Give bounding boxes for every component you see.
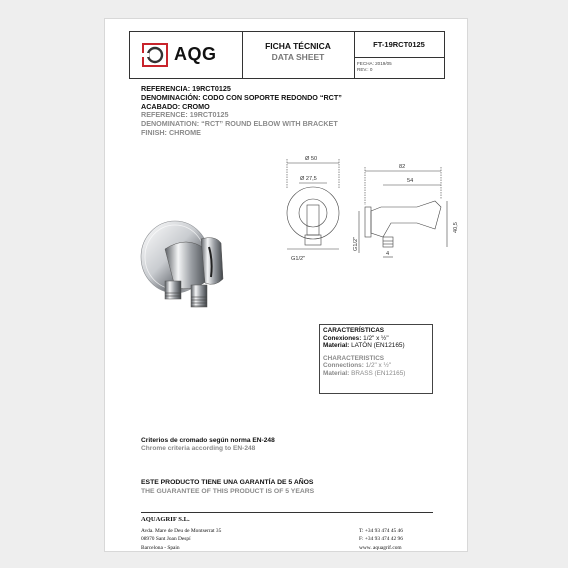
dim-thread-side: G1/2" [353, 236, 359, 251]
aqg-logo-icon [142, 43, 168, 67]
guarantee-note [141, 479, 314, 496]
data-sheet-page [104, 18, 468, 552]
dim-width-54: 54 [407, 178, 414, 184]
dim-width-82: 82 [399, 164, 406, 170]
address-line-1: Avda. Mare de Deu de Montserrat 35 [141, 528, 222, 534]
product-specs [141, 85, 342, 138]
material-label-es: Material: [323, 342, 350, 350]
technical-drawing [283, 149, 459, 281]
characteristics-title-en: CHARACTERISTICS [323, 354, 385, 362]
title-en: DATA SHEET [271, 52, 325, 62]
title-es: FICHA TÉCNICA [265, 41, 331, 51]
spec-finish-es: ACABADO: CROMO [141, 101, 210, 111]
spec-reference-en: REFERENCE: 19RCT0125 [141, 110, 229, 120]
spec-finish-en: FINISH: CHROME [141, 127, 201, 137]
material-value-es: LATÓN (EN12165) [351, 342, 405, 350]
reference-cell [354, 32, 444, 78]
spec-denomination-en: DENOMINATION: “RCT” ROUND ELBOW WITH BRACKET [141, 119, 338, 129]
sheet-title [242, 32, 355, 78]
dim-thread-front: G1/2" [291, 256, 306, 262]
header-table [129, 31, 445, 79]
spec-denomination-es: DENOMINACIÓN: CODO CON SOPORTE REDONDO “RCT” [141, 92, 342, 102]
connections-label-en: Connections: [323, 362, 364, 370]
chrome-criteria-es: Criterios de cromado según norma EN-248 [141, 437, 275, 444]
brand-logo [130, 32, 243, 78]
fax-number: F: +34 93 474 42 96 [359, 536, 403, 543]
dim-width-4: 4 [386, 251, 390, 257]
sheet-revision: REV.: 0 [357, 67, 373, 72]
logo-text: AQG [174, 44, 217, 64]
material-label-en: Material: [323, 369, 350, 377]
company-footer [141, 512, 433, 551]
dim-diameter-50: Ø 50 [305, 156, 318, 162]
side-view [359, 167, 447, 257]
dim-diameter-27: Ø 27,5 [300, 176, 317, 182]
connections-label-es: Conexiones: [323, 334, 362, 342]
product-photo [135, 209, 255, 319]
dim-height-40: 40,5 [453, 222, 459, 233]
phone-number: T: +34 93 474 45 46 [359, 528, 403, 534]
address-line-2: 08970 Sant Joan Despí [141, 536, 191, 543]
characteristics-box [319, 324, 433, 394]
spec-reference-es: REFERENCIA: 19RCT0125 [141, 84, 231, 93]
guarantee-en: THE GUARANTEE OF THIS PRODUCT IS OF 5 YEARS [141, 487, 315, 495]
chrome-criteria-en: Chrome criteria according to EN-248 [141, 445, 256, 452]
address-line-3: Barcelona - Spain [141, 544, 180, 551]
material-value-en: BRASS (EN12165) [351, 369, 406, 377]
characteristics-title-es: CARACTERÍSTICAS [323, 327, 385, 334]
sheet-code: FT-19RCT0125 [354, 32, 444, 58]
sheet-date: FECHA: 2019/05 [357, 61, 392, 66]
website-link[interactable]: www. aquagrif.com [359, 544, 402, 551]
guarantee-es: ESTE PRODUCTO TIENE UNA GARANTÍA DE 5 AÑOS [141, 479, 314, 486]
front-view [287, 159, 339, 249]
connections-value-es: 1/2" x ½" [363, 334, 389, 342]
connections-value-en: 1/2" x ½" [365, 362, 392, 370]
chrome-criteria [141, 437, 275, 453]
company-name: AQUAGRIF S.L. [141, 516, 190, 523]
